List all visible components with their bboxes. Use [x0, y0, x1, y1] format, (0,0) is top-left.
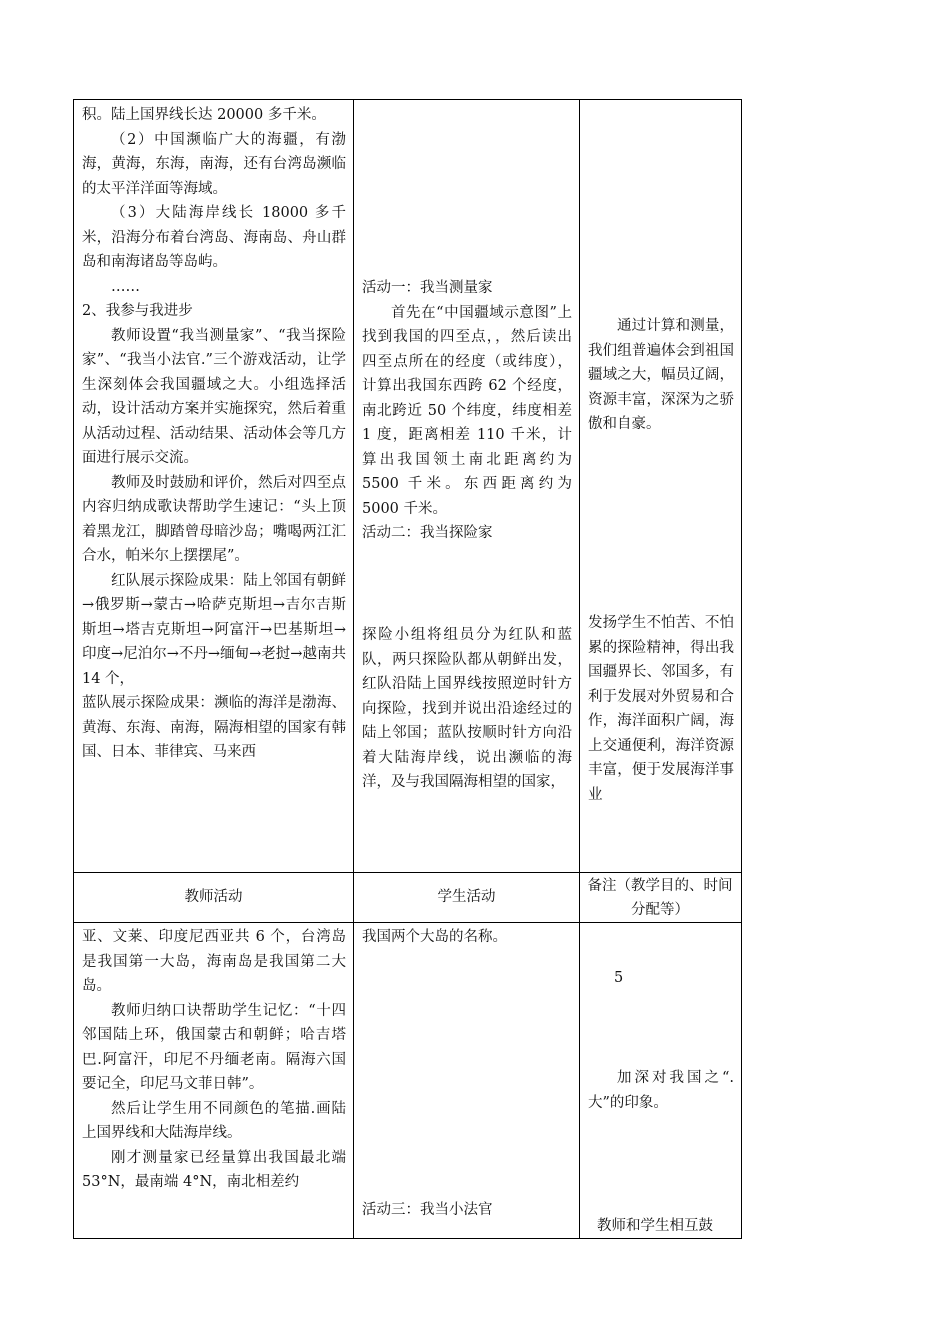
- student-activity-top-a-paragraph: 活动二：我当探险家: [362, 525, 493, 541]
- table-border-header-bottom: [73, 922, 742, 923]
- header-notes: 备注（教学目的、时间分配等）: [587, 878, 733, 918]
- teacher-activity-bottom-paragraph: 然后让学生用不同颜色的笔描.画陆上国界线和大陆海岸线。: [82, 1100, 346, 1141]
- table-border-right: [741, 99, 742, 1239]
- student-activity-top-a-paragraph: 首先在“中国疆域示意图”上找到我国的四至点，，然后读出四至点所在的经度（或纬度），计算出我国东西跨 62 个经度，南北跨近 50 个纬度，纬度相差 1 度，距离相差 110 千米，计算出我国领土南北距离约为 5500 千米。东西距离约为 5000 千米。: [362, 304, 572, 517]
- header-student-activity: 学生活动: [437, 889, 496, 905]
- teacher-activity-bottom-paragraph: 刚才测量家已经量算出我国最北端 53°N，最南端 4°N，南北相差约: [82, 1149, 346, 1190]
- teacher-activity-bottom-paragraph: 教师归纳口诀帮助学生记忆：“十四邻国陆上环，俄国蒙古和朝鲜；哈吉塔巴.阿富汗，印尼不丹缅老南。隔海六国要记全，印尼马文菲日韩”。: [82, 1002, 346, 1092]
- table-border-header-top: [73, 872, 742, 873]
- header-teacher-activity: 教师活动: [184, 889, 243, 905]
- table-border-col3: [579, 99, 580, 1239]
- notes-top-a: [588, 314, 734, 437]
- notes-top-b-text: 发扬学生不怕苦、不怕累的探险精神，得出我国疆界长、邻国多，有利于发展对外贸易和合作，海洋面积广阔，海上交通便利，海洋资源丰富，便于发展海洋事业: [588, 615, 734, 803]
- student-activity-top-b-text: 探险小组将组员分为红队和蓝队，两只探险队都从朝鲜出发，红队沿陆上国界线按照逆时针方向探险，找到并说出沿途经过的陆上邻国；蓝队按顺时针方向沿着大陆海岸线，说出濒临的海洋，及与我国隔海相望的国家，: [362, 627, 572, 790]
- student-activity-bottom-b: [362, 1198, 572, 1223]
- teacher-activity-top-paragraph: 教师及时鼓励和评价，然后对四至点内容归纳成歌诀帮助学生速记：“头上顶着黑龙江，脚踏曾母暗沙岛；嘴喝两江汇合水，帕米尔上摆摆尾”。: [82, 474, 346, 564]
- student-activity-bottom-b-text: 活动三：我当小法官: [362, 1202, 493, 1218]
- student-activity-top-a-paragraph: 活动一：我当测量家: [362, 280, 493, 296]
- notes-top-a-text: 通过计算和测量，我们组普遍体会到祖国疆域之大，幅员辽阔，资源丰富，深深为之骄傲和自豪。: [588, 318, 734, 432]
- notes-bottom-a-text: 5: [614, 970, 624, 986]
- notes-bottom-c-text: 教师和学生相互鼓: [597, 1218, 713, 1234]
- notes-bottom-b-text: 加深对我国之“.大”的印象。: [588, 1070, 734, 1111]
- table-border-left: [73, 99, 74, 1239]
- table-border-top: [73, 99, 742, 100]
- teacher-activity-top-paragraph: 蓝队展示探险成果：濒临的海洋是渤海、黄海、东海、南海，隔海相望的国家有韩国、日本、菲律宾、马来西: [82, 695, 346, 760]
- teacher-activity-top-paragraph: 教师设置“我当测量家”、“我当探险家”、“我当小法官.”三个游戏活动，让学生深刻体会我国疆域之大。小组选择活动，设计活动方案并实施探究，然后着重从活动过程、活动结果、活动体会等几方面进行展示交流。: [82, 327, 346, 466]
- teacher-activity-top-paragraph: ……: [111, 278, 140, 295]
- notes-top-b: [588, 611, 734, 807]
- teacher-activity-top: [82, 103, 346, 765]
- teacher-activity-top-paragraph: （3）大陆海岸线长 18000 多千米，沿海分布着台湾岛、海南岛、舟山群岛和南海诸岛等岛屿。: [82, 205, 346, 270]
- teacher-activity-top-paragraph: 红队展示探险成果：陆上邻国有朝鲜→俄罗斯→蒙古→哈萨克斯坦→吉尔吉斯斯坦→塔吉克斯坦→阿富汗→巴基斯坦→印度→尼泊尔→不丹→缅甸→老挝→越南共 14 个，: [82, 572, 346, 687]
- teacher-activity-bottom: [82, 925, 346, 1195]
- teacher-activity-bottom-paragraph: 亚、文莱、印度尼西亚共 6 个，台湾岛是我国第一大岛，海南岛是我国第二大岛。: [82, 929, 346, 994]
- student-activity-top-b: [362, 623, 572, 795]
- teacher-activity-top-paragraph: 2、我参与我进步: [82, 303, 193, 319]
- notes-bottom-a: [614, 966, 674, 991]
- student-activity-bottom-a: [362, 925, 572, 950]
- notes-bottom-c: [597, 1214, 739, 1239]
- notes-bottom-b: [588, 1066, 734, 1115]
- teacher-activity-top-paragraph: 积。陆上国界线长达 20000 多千米。: [82, 107, 326, 123]
- student-activity-top-a: [362, 276, 572, 546]
- teacher-activity-top-paragraph: （2）中国濒临广大的海疆，有渤海，黄海，东海，南海，还有台湾岛濒临的太平洋洋面等海域。: [82, 131, 346, 197]
- student-activity-bottom-a-text: 我国两个大岛的名称。: [362, 929, 507, 945]
- table-border-col2: [353, 99, 354, 1239]
